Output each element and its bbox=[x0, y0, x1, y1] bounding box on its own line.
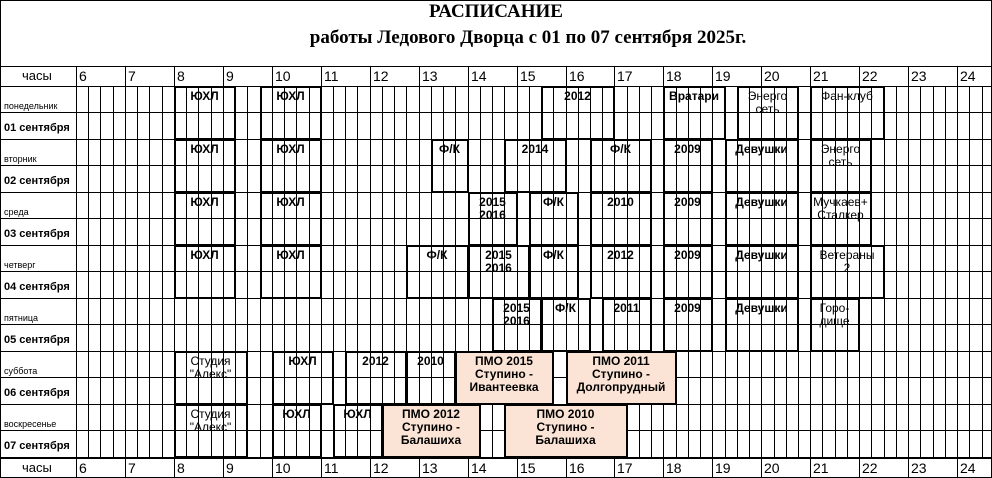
schedule-block-label: Фан-клуб bbox=[821, 89, 873, 103]
top-hour-21: 21 bbox=[813, 68, 829, 84]
day-date: 04 сентября bbox=[4, 281, 70, 293]
schedule-block-label: 2010 bbox=[417, 354, 444, 368]
day-name: пятница bbox=[4, 313, 39, 323]
top-hour-6: 6 bbox=[79, 68, 87, 84]
day-date: 01 сентября bbox=[4, 122, 70, 134]
bottom-hour-22: 22 bbox=[862, 460, 878, 476]
schedule-block-label: 2014 bbox=[521, 142, 549, 156]
schedule-block-label: Ф/К bbox=[555, 301, 576, 315]
top-hour-17: 17 bbox=[617, 68, 633, 84]
schedule-block-label: Ф/К bbox=[543, 248, 564, 262]
schedule-block-label: Мучкаев+ Сталкер bbox=[813, 195, 868, 222]
schedule-block-label: 2015 2016 bbox=[485, 248, 512, 275]
schedule-block-label: ЮХЛ bbox=[190, 248, 219, 262]
schedule-block-label: ЮХЛ bbox=[276, 142, 305, 156]
schedule-block-label: 2011 bbox=[613, 301, 640, 315]
day-date: 03 сентября bbox=[4, 228, 70, 240]
axis-line bbox=[0, 458, 992, 459]
quarter-line bbox=[933, 86, 934, 458]
quarter-line bbox=[920, 86, 921, 458]
schedule-block-label: Девушки bbox=[735, 248, 788, 262]
day-name: среда bbox=[4, 207, 29, 217]
day-name: четверг bbox=[4, 260, 36, 270]
quarter-line bbox=[149, 86, 150, 458]
schedule-block-label: 2009 bbox=[674, 142, 701, 156]
quarter-line bbox=[88, 86, 89, 458]
quarter-line bbox=[100, 86, 101, 458]
schedule-block-label: ПМО 2010 Ступино - Балашиха bbox=[535, 407, 596, 447]
day-date: 05 сентября bbox=[4, 334, 70, 346]
schedule-block-label: 2015 2016 bbox=[479, 195, 506, 222]
bottom-hour-6: 6 bbox=[79, 460, 87, 476]
top-hour-8: 8 bbox=[177, 68, 185, 84]
bottom-hour-21: 21 bbox=[813, 460, 829, 476]
schedule-block-label: Ветераны 2 bbox=[819, 248, 875, 275]
top-hour-10: 10 bbox=[275, 68, 291, 84]
hour-line bbox=[957, 66, 958, 477]
schedule-block-label: 2012 bbox=[564, 89, 591, 103]
schedule-block-label: ЮХЛ bbox=[190, 195, 219, 209]
label-column-border bbox=[76, 66, 77, 477]
day-date: 06 сентября bbox=[4, 387, 70, 399]
schedule-block-label: ЮХЛ bbox=[190, 142, 219, 156]
schedule-block-label: Девушки bbox=[735, 301, 788, 315]
quarter-line bbox=[969, 86, 970, 458]
bottom-hour-9: 9 bbox=[226, 460, 234, 476]
bottom-hour-10: 10 bbox=[275, 460, 291, 476]
schedule-block-label: 2010 bbox=[607, 195, 634, 209]
bottom-hour-17: 17 bbox=[617, 460, 633, 476]
day-date: 07 сентября bbox=[4, 440, 70, 452]
bottom-hour-11: 11 bbox=[324, 460, 339, 476]
bottom-hour-15: 15 bbox=[520, 460, 536, 476]
schedule-block-label: ЮХЛ bbox=[190, 89, 219, 103]
day-date: 02 сентября bbox=[4, 175, 70, 187]
bottom-hour-12: 12 bbox=[373, 460, 389, 476]
top-hour-16: 16 bbox=[569, 68, 585, 84]
quarter-line bbox=[945, 86, 946, 458]
schedule-block-label: Девушки bbox=[735, 195, 788, 209]
top-hour-11: 11 bbox=[324, 68, 339, 84]
schedule-block-label: ПМО 2011 Ступино - Долгопрудный bbox=[576, 354, 666, 394]
bottom-hour-13: 13 bbox=[422, 460, 438, 476]
quarter-line bbox=[162, 86, 163, 458]
day-name: воскресенье bbox=[4, 419, 57, 429]
day-name: суббота bbox=[4, 366, 38, 376]
schedule-block-label: ПМО 2015 Ступино - Ивантеевка bbox=[469, 354, 539, 394]
top-hour-13: 13 bbox=[422, 68, 438, 84]
page-title: РАСПИСАНИЕ bbox=[429, 1, 563, 22]
top-hour-18: 18 bbox=[666, 68, 682, 84]
schedule-block-label: Студия "Алекс" bbox=[189, 354, 232, 381]
schedule-block-label: ЮХЛ bbox=[276, 248, 305, 262]
top-hour-24: 24 bbox=[960, 68, 976, 84]
schedule-block-label: ЮХЛ bbox=[276, 195, 305, 209]
top-hours-label: часы bbox=[22, 68, 52, 83]
quarter-line bbox=[137, 86, 138, 458]
bottom-hour-16: 16 bbox=[569, 460, 585, 476]
schedule-block-label: 2009 bbox=[674, 301, 701, 315]
schedule-block-label: Энерго сеть bbox=[820, 142, 861, 169]
schedule-block-label: Вратари bbox=[669, 89, 719, 103]
day-name: вторник bbox=[4, 154, 37, 164]
top-hour-12: 12 bbox=[373, 68, 389, 84]
bottom-hour-8: 8 bbox=[177, 460, 185, 476]
schedule-block-label: ЮХЛ bbox=[282, 407, 311, 421]
schedule-block-label: 2012 bbox=[362, 354, 389, 368]
bottom-hour-14: 14 bbox=[471, 460, 487, 476]
schedule-block-label: Горо- дище bbox=[819, 301, 850, 328]
top-hour-19: 19 bbox=[715, 68, 731, 84]
top-hour-9: 9 bbox=[226, 68, 234, 84]
bottom-hour-19: 19 bbox=[715, 460, 731, 476]
bottom-hour-18: 18 bbox=[666, 460, 682, 476]
schedule-block-label: ПМО 2012 Ступино - Балашиха bbox=[400, 407, 462, 447]
hour-line bbox=[908, 66, 909, 477]
schedule-block-label: 2015 2016 bbox=[503, 301, 530, 328]
schedule-block-label: Ф/К bbox=[543, 195, 564, 209]
schedule-block-label: Ф/К bbox=[439, 142, 460, 156]
schedule-block-label: 2012 bbox=[607, 248, 634, 262]
schedule-block-label: ЮХЛ bbox=[343, 407, 372, 421]
quarter-line bbox=[982, 86, 983, 458]
schedule-block-label: Энерго сеть bbox=[747, 89, 788, 116]
schedule-block-label: ЮХЛ bbox=[288, 354, 317, 368]
top-hour-7: 7 bbox=[128, 68, 136, 84]
schedule-block-label: Девушки bbox=[735, 142, 788, 156]
bottom-hours-label: часы bbox=[22, 460, 52, 475]
top-hour-15: 15 bbox=[520, 68, 536, 84]
bottom-hour-24: 24 bbox=[960, 460, 976, 476]
top-hour-14: 14 bbox=[471, 68, 487, 84]
quarter-line bbox=[896, 86, 897, 458]
schedule-block-label: ЮХЛ bbox=[276, 89, 305, 103]
schedule-block-label: 2009 bbox=[674, 248, 701, 262]
top-hour-23: 23 bbox=[911, 68, 927, 84]
quarter-line bbox=[113, 86, 114, 458]
bottom-hour-20: 20 bbox=[764, 460, 780, 476]
hour-line bbox=[125, 66, 126, 477]
top-hour-22: 22 bbox=[862, 68, 878, 84]
schedule-block-label: Студия "Алекс" bbox=[189, 407, 232, 434]
page-subtitle: работы Ледового Дворца с 01 по 07 сентября 2025г. bbox=[309, 27, 747, 48]
schedule-block-label: Ф/К bbox=[426, 248, 448, 262]
schedule-block-label: Ф/К bbox=[610, 142, 631, 156]
axis-line bbox=[0, 66, 992, 67]
schedule-block-label: 2009 bbox=[674, 195, 701, 209]
bottom-hour-7: 7 bbox=[128, 460, 136, 476]
day-name: понедельник bbox=[4, 101, 58, 111]
top-hour-20: 20 bbox=[764, 68, 780, 84]
bottom-hour-23: 23 bbox=[911, 460, 927, 476]
